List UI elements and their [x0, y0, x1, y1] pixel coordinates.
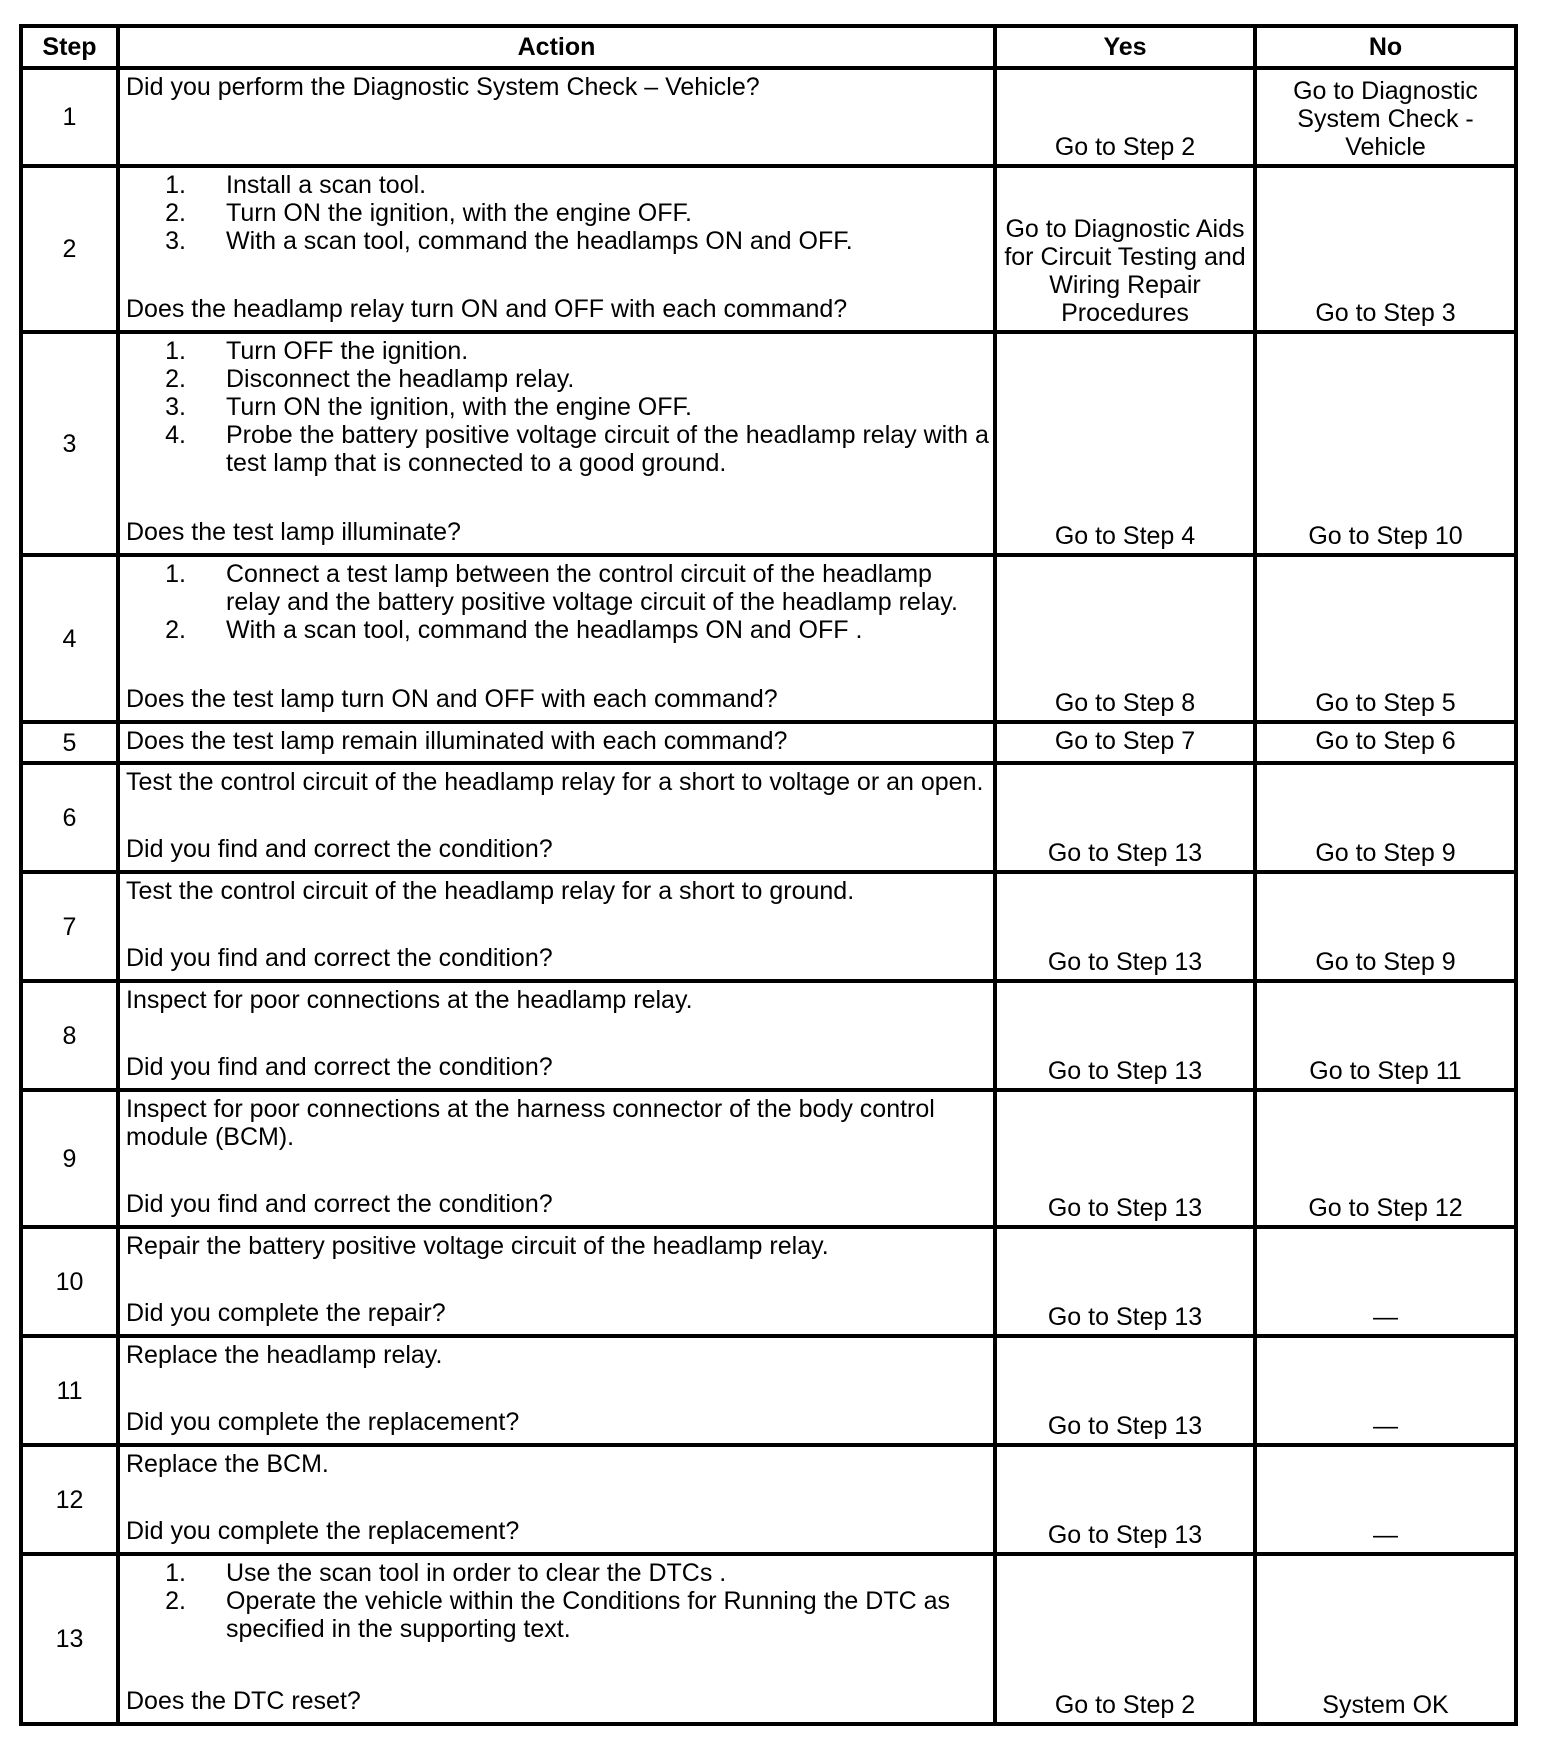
table-row	[21, 1227, 1516, 1336]
table-row	[21, 1090, 1516, 1227]
step-item-text: Disconnect the headlamp relay.	[226, 365, 575, 393]
table-row	[21, 332, 1516, 555]
yes-result: Go to Step 4	[995, 332, 1255, 555]
action-cell	[118, 1445, 995, 1554]
diagnostic-table	[19, 24, 1518, 1726]
action-step-item	[126, 616, 989, 644]
table-row	[21, 722, 1516, 763]
step-item-number: 1.	[165, 337, 186, 365]
step-number: 6	[21, 763, 118, 872]
step-item-text: Turn ON the ignition, with the engine OFF.	[226, 199, 692, 227]
action-step-item	[126, 1559, 989, 1587]
header-step: Step	[21, 26, 118, 68]
step-item-number: 1.	[165, 560, 186, 588]
yes-result: Go to Step 13	[995, 1445, 1255, 1554]
step-number: 10	[21, 1227, 118, 1336]
action-instruction: Test the control circuit of the headlamp relay for a short to ground.	[126, 877, 855, 905]
action-instruction: Repair the battery positive voltage circuit of the headlamp relay.	[126, 1232, 829, 1260]
header-row	[21, 26, 1516, 68]
step-item-number: 1.	[165, 1559, 186, 1587]
yes-result: Go to Step 2	[995, 68, 1255, 166]
action-cell	[118, 166, 995, 332]
action-question: Does the headlamp relay turn ON and OFF with each command?	[126, 295, 848, 323]
yes-result: Go to Diagnostic Aids for Circuit Testing and Wiring Repair Procedures	[995, 166, 1255, 332]
step-item-text: Operate the vehicle within the Conditions for Running the DTC as specified in the supporting text.	[226, 1587, 950, 1643]
yes-result: Go to Step 13	[995, 1336, 1255, 1445]
yes-result: Go to Step 7	[995, 722, 1255, 763]
step-item-text: With a scan tool, command the headlamps ON and OFF .	[226, 616, 863, 644]
action-question: Did you find and correct the condition?	[126, 835, 553, 863]
yes-result: Go to Step 8	[995, 555, 1255, 722]
header-yes: Yes	[995, 26, 1255, 68]
step-number: 9	[21, 1090, 118, 1227]
action-question: Did you complete the replacement?	[126, 1517, 520, 1545]
action-question: Does the test lamp turn ON and OFF with each command?	[126, 685, 778, 713]
action-question: Did you find and correct the condition?	[126, 1190, 553, 1218]
action-instruction: Replace the headlamp relay.	[126, 1341, 443, 1369]
action-steps-list	[126, 337, 989, 477]
action-instruction: Inspect for poor connections at the headlamp relay.	[126, 986, 693, 1014]
table-row	[21, 981, 1516, 1090]
table-row	[21, 555, 1516, 722]
yes-result: Go to Step 13	[995, 763, 1255, 872]
step-item-number: 3.	[165, 393, 186, 421]
step-number: 5	[21, 722, 118, 763]
action-steps-list	[126, 171, 989, 255]
action-instruction: Did you perform the Diagnostic System Check – Vehicle?	[126, 73, 760, 101]
action-question: Did you find and correct the condition?	[126, 1053, 553, 1081]
action-instruction: Inspect for poor connections at the harness connector of the body control module (BCM).	[126, 1095, 935, 1151]
action-cell	[118, 981, 995, 1090]
action-cell	[118, 722, 995, 763]
action-cell	[118, 1336, 995, 1445]
table-body	[21, 68, 1516, 1724]
action-step-item	[126, 365, 989, 393]
no-result: Go to Step 9	[1255, 872, 1516, 981]
step-number: 13	[21, 1554, 118, 1724]
action-cell	[118, 763, 995, 872]
action-cell	[118, 1090, 995, 1227]
action-question: Did you find and correct the condition?	[126, 944, 553, 972]
step-item-number: 2.	[165, 1587, 186, 1615]
no-result: Go to Diagnostic System Check - Vehicle	[1255, 68, 1516, 166]
header-action: Action	[118, 26, 995, 68]
step-item-text: Probe the battery positive voltage circuit of the headlamp relay with a test lamp that is connected to a good ground.	[226, 421, 989, 477]
no-result: Go to Step 3	[1255, 166, 1516, 332]
no-result: —	[1255, 1445, 1516, 1554]
no-result: —	[1255, 1336, 1516, 1445]
action-cell	[118, 555, 995, 722]
action-steps-list	[126, 1559, 989, 1643]
header-no: No	[1255, 26, 1516, 68]
action-step-item	[126, 560, 989, 616]
action-question: Does the test lamp remain illuminated with each command?	[126, 726, 788, 755]
step-item-text: Turn OFF the ignition.	[226, 337, 469, 365]
step-item-number: 2.	[165, 199, 186, 227]
step-item-number: 4.	[165, 421, 186, 449]
yes-result: Go to Step 13	[995, 1090, 1255, 1227]
no-result: Go to Step 5	[1255, 555, 1516, 722]
step-item-number: 2.	[165, 616, 186, 644]
step-number: 1	[21, 68, 118, 166]
action-question: Does the test lamp illuminate?	[126, 518, 461, 546]
no-result: —	[1255, 1227, 1516, 1336]
no-result: Go to Step 11	[1255, 981, 1516, 1090]
action-step-item	[126, 421, 989, 477]
step-item-text: Turn ON the ignition, with the engine OFF.	[226, 393, 692, 421]
action-cell	[118, 332, 995, 555]
yes-result: Go to Step 2	[995, 1554, 1255, 1724]
table-row	[21, 1336, 1516, 1445]
action-cell	[118, 1554, 995, 1724]
no-result: Go to Step 9	[1255, 763, 1516, 872]
step-item-text: Install a scan tool.	[226, 171, 427, 199]
action-step-item	[126, 171, 989, 199]
table-row	[21, 1554, 1516, 1724]
step-number: 3	[21, 332, 118, 555]
step-number: 11	[21, 1336, 118, 1445]
yes-result: Go to Step 13	[995, 872, 1255, 981]
action-cell	[118, 68, 995, 166]
action-question: Does the DTC reset?	[126, 1687, 361, 1715]
action-step-item	[126, 1587, 989, 1643]
no-result: Go to Step 12	[1255, 1090, 1516, 1227]
step-item-number: 1.	[165, 171, 186, 199]
step-item-number: 2.	[165, 365, 186, 393]
table-row	[21, 166, 1516, 332]
action-cell	[118, 872, 995, 981]
no-result: Go to Step 10	[1255, 332, 1516, 555]
action-step-item	[126, 337, 989, 365]
step-number: 12	[21, 1445, 118, 1554]
action-step-item	[126, 393, 989, 421]
action-question: Did you complete the repair?	[126, 1299, 446, 1327]
action-step-item	[126, 227, 989, 255]
no-result: System OK	[1255, 1554, 1516, 1724]
step-number: 8	[21, 981, 118, 1090]
step-number: 2	[21, 166, 118, 332]
step-number: 4	[21, 555, 118, 722]
action-step-item	[126, 199, 989, 227]
table-row	[21, 872, 1516, 981]
action-instruction: Test the control circuit of the headlamp relay for a short to voltage or an open.	[126, 768, 984, 796]
action-instruction: Replace the BCM.	[126, 1450, 329, 1478]
table-row	[21, 68, 1516, 166]
step-item-number: 3.	[165, 227, 186, 255]
step-number: 7	[21, 872, 118, 981]
step-item-text: Use the scan tool in order to clear the DTCs .	[226, 1559, 727, 1587]
no-result: Go to Step 6	[1255, 722, 1516, 763]
action-cell	[118, 1227, 995, 1336]
yes-result: Go to Step 13	[995, 981, 1255, 1090]
step-item-text: With a scan tool, command the headlamps ON and OFF.	[226, 227, 853, 255]
action-steps-list	[126, 560, 989, 644]
yes-result: Go to Step 13	[995, 1227, 1255, 1336]
step-item-text: Connect a test lamp between the control circuit of the headlamp relay and the battery positive voltage circuit of the headlamp relay.	[226, 560, 958, 616]
table-row	[21, 763, 1516, 872]
table-row	[21, 1445, 1516, 1554]
action-question: Did you complete the replacement?	[126, 1408, 520, 1436]
